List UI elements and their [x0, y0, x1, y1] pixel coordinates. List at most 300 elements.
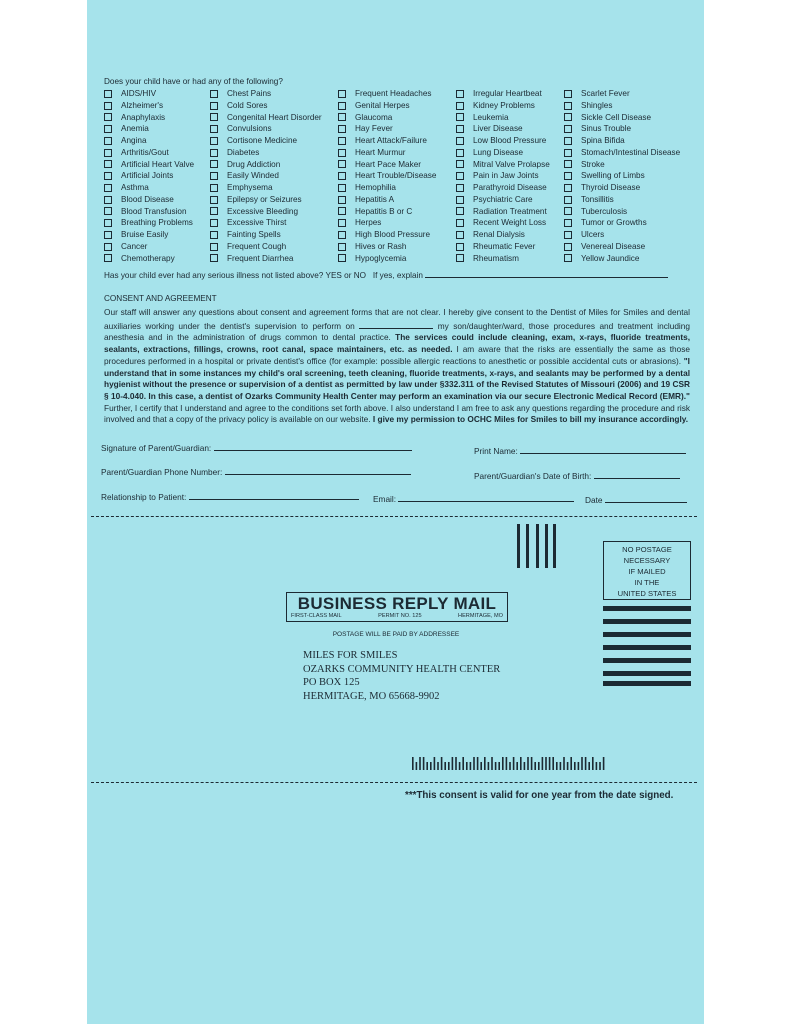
permit-number: PERMIT NO. 125	[378, 613, 422, 619]
condition-item[interactable]	[104, 182, 194, 194]
condition-item[interactable]	[564, 182, 680, 194]
condition-label: Angina	[121, 136, 147, 145]
barcode-bar	[513, 757, 515, 770]
condition-label: Scarlet Fever	[581, 89, 630, 98]
barcode-bar	[599, 762, 601, 770]
stamp-line: NO POSTAGE	[622, 545, 672, 554]
signature-row	[101, 441, 412, 453]
barcode-bar	[412, 757, 414, 770]
condition-label: Rheumatic Fever	[473, 241, 536, 251]
condition-checkbox[interactable]	[338, 254, 346, 262]
serious-illness-question	[104, 268, 668, 280]
condition-checkbox[interactable]	[564, 243, 572, 251]
condition-checkbox[interactable]	[456, 113, 464, 121]
consent-hygienist-statement: "I understand that in some instances my child's oral screening, teeth cleaning, fluoride treatments, x-rays, and sealants may be performed by a dental hygienist without the presence or supervision of a dentist as permitted by law under §332.311 of the Revised Statutes of Missouri (2006) and 19 CSR § 10-4.040. In this case, a dentist of Ozarks Community Health Center may perform an examination via our secure Electronic Medical Record (EMR)."	[104, 355, 690, 401]
condition-item[interactable]	[210, 147, 322, 159]
condition-item[interactable]	[456, 170, 550, 182]
condition-item[interactable]	[564, 123, 680, 135]
barcode-bar	[452, 757, 454, 770]
dob-row	[474, 469, 680, 481]
condition-checkbox[interactable]	[456, 254, 464, 262]
phone-field[interactable]	[225, 465, 411, 475]
condition-item[interactable]	[210, 88, 322, 100]
condition-label: Cortisone Medicine	[227, 136, 298, 145]
condition-label: Bruise Easily	[121, 230, 169, 239]
condition-label: High Blood Pressure	[355, 230, 431, 239]
condition-label: Ulcers	[581, 230, 605, 239]
relationship-row	[101, 490, 359, 502]
condition-checkbox[interactable]	[564, 137, 572, 145]
barcode-bar	[563, 757, 565, 770]
barcode-bar	[470, 762, 472, 770]
print-name-row	[474, 444, 686, 456]
barcode-bar	[534, 762, 536, 770]
condition-label: Swelling of Limbs	[581, 171, 645, 181]
condition-checkbox[interactable]	[456, 231, 464, 239]
condition-item[interactable]	[210, 159, 322, 171]
print-name-field[interactable]	[520, 444, 686, 454]
condition-item[interactable]	[456, 88, 550, 100]
condition-label: Pain in Jaw Joints	[473, 171, 539, 181]
condition-item[interactable]	[338, 229, 436, 241]
email-row	[373, 492, 574, 504]
condition-item[interactable]	[104, 217, 194, 229]
condition-checkbox[interactable]	[104, 125, 112, 133]
stamp-line: IF MAILED	[628, 567, 666, 576]
condition-item[interactable]	[210, 217, 322, 229]
consent-text-4: Further, I certify that I understand and agree to the conditions set forth above. I also understand I am free to ask any questions regarding the procedure and risk involved and that a copy of the privacy policy is available on our website.	[104, 402, 690, 425]
condition-checkbox[interactable]	[104, 160, 112, 168]
condition-label: Emphysema	[227, 183, 273, 192]
condition-item[interactable]	[104, 159, 194, 171]
postage-note: POSTAGE WILL BE PAID BY ADDRESSEE	[332, 631, 460, 638]
condition-label: Fainting Spells	[227, 230, 281, 239]
condition-item[interactable]	[456, 135, 550, 147]
explain-field[interactable]	[425, 268, 668, 278]
condition-checkbox[interactable]	[338, 196, 346, 204]
condition-checkbox[interactable]	[210, 231, 218, 239]
condition-checkbox[interactable]	[456, 219, 464, 227]
barcode-bar	[455, 757, 457, 770]
condition-checkbox[interactable]	[210, 207, 218, 215]
condition-checkbox[interactable]	[104, 90, 112, 98]
condition-item[interactable]	[456, 123, 550, 135]
condition-item[interactable]	[210, 100, 322, 112]
condition-checkbox[interactable]	[564, 160, 572, 168]
condition-item[interactable]	[104, 229, 194, 241]
condition-item[interactable]	[210, 206, 322, 218]
condition-label: Epilepsy or Seizures	[227, 194, 302, 204]
condition-item[interactable]	[456, 147, 550, 159]
condition-label: Frequent Cough	[227, 241, 287, 251]
barcode-bar	[581, 757, 583, 770]
condition-item[interactable]	[338, 253, 436, 265]
barcode-bar	[426, 762, 428, 770]
condition-item[interactable]	[456, 194, 550, 206]
condition-item[interactable]	[564, 159, 680, 171]
consent-text-2: my son/daughter/ward, those procedures and treatment including anesthesia and in the administration of drugs common to dental practice.	[104, 320, 690, 343]
condition-item[interactable]	[338, 159, 436, 171]
relationship-field[interactable]	[189, 490, 359, 500]
condition-item[interactable]	[104, 170, 194, 182]
condition-checkbox[interactable]	[456, 90, 464, 98]
condition-item[interactable]	[210, 182, 322, 194]
condition-label: Genital Herpes	[355, 100, 410, 110]
condition-label: Artificial Heart Valve	[121, 159, 195, 169]
condition-item[interactable]	[564, 241, 680, 253]
condition-item[interactable]	[456, 217, 550, 229]
barcode-bar	[531, 757, 533, 770]
condition-label: Mitral Valve Prolapse	[473, 159, 550, 169]
condition-label: Anaphylaxis	[121, 112, 166, 122]
postal-barcode	[412, 757, 612, 771]
condition-item[interactable]	[338, 135, 436, 147]
condition-item[interactable]	[210, 135, 322, 147]
condition-label: Parathyroid Disease	[473, 183, 547, 192]
condition-label: Arthritis/Gout	[121, 147, 169, 157]
condition-checkbox[interactable]	[338, 207, 346, 215]
condition-checkbox[interactable]	[210, 172, 218, 180]
condition-checkbox[interactable]	[104, 231, 112, 239]
condition-checkbox[interactable]	[338, 172, 346, 180]
condition-item[interactable]	[564, 194, 680, 206]
condition-checkbox[interactable]	[456, 137, 464, 145]
barcode-bar	[459, 762, 461, 770]
condition-label: Hemophilia	[355, 183, 396, 192]
condition-checkbox[interactable]	[338, 184, 346, 192]
condition-checkbox[interactable]	[456, 125, 464, 133]
condition-checkbox[interactable]	[456, 149, 464, 157]
email-label: Email:	[373, 494, 397, 504]
condition-label: Frequent Headaches	[355, 89, 432, 98]
barcode-bar	[466, 762, 468, 770]
condition-label: Frequent Diarrhea	[227, 253, 294, 263]
condition-checkbox[interactable]	[564, 184, 572, 192]
condition-item[interactable]	[456, 253, 550, 265]
address-line: HERMITAGE, MO 65668-9902	[303, 690, 440, 702]
condition-item[interactable]	[338, 170, 436, 182]
condition-label: Chest Pains	[227, 89, 272, 98]
condition-label: Kidney Problems	[473, 100, 535, 110]
condition-item[interactable]	[210, 241, 322, 253]
condition-checkbox[interactable]	[104, 254, 112, 262]
condition-item[interactable]	[338, 100, 436, 112]
condition-label: Yellow Jaundice	[581, 253, 640, 263]
barcode-bar	[585, 757, 587, 770]
barcode-bar	[491, 757, 493, 770]
condition-checkbox[interactable]	[338, 113, 346, 121]
condition-item[interactable]	[564, 229, 680, 241]
date-label: Date	[585, 495, 603, 505]
barcode-bar	[509, 762, 511, 770]
condition-item[interactable]	[210, 170, 322, 182]
consent-paragraph	[104, 307, 690, 426]
serious-illness-label: Has your child ever had any serious illness not listed above? YES or NO	[104, 271, 366, 280]
barcode-bar	[592, 757, 594, 770]
condition-label: Hives or Rash	[355, 241, 407, 251]
condition-checkbox[interactable]	[210, 219, 218, 227]
consent-text-3: I am aware that the risks are essentially the same as those procedures performed in a hospital or private dentist's office (for example: possible allergic reactions to anesthetic or possible accidental cuts or abrasions).	[104, 344, 690, 366]
condition-checkbox[interactable]	[338, 160, 346, 168]
dob-field[interactable]	[594, 469, 680, 479]
condition-checkbox[interactable]	[210, 184, 218, 192]
condition-item[interactable]	[564, 147, 680, 159]
email-field[interactable]	[398, 492, 574, 502]
condition-label: Easily Winded	[227, 171, 279, 181]
condition-item[interactable]	[338, 241, 436, 253]
condition-item[interactable]	[104, 194, 194, 206]
condition-checkbox[interactable]	[104, 172, 112, 180]
condition-label: Hypoglycemia	[355, 253, 407, 263]
condition-item[interactable]	[104, 135, 194, 147]
brm-subline	[287, 613, 507, 619]
condition-item[interactable]	[104, 253, 194, 265]
barcode-bar	[588, 762, 590, 770]
condition-checkbox[interactable]	[104, 243, 112, 251]
condition-checkbox[interactable]	[564, 125, 572, 133]
condition-item[interactable]	[338, 112, 436, 124]
condition-item[interactable]	[104, 112, 194, 124]
condition-checkbox[interactable]	[104, 149, 112, 157]
condition-item[interactable]	[104, 206, 194, 218]
condition-item[interactable]	[104, 147, 194, 159]
condition-label: Cold Sores	[227, 100, 268, 110]
condition-label: Herpes	[355, 218, 382, 228]
condition-item[interactable]	[338, 88, 436, 100]
condition-checkbox[interactable]	[564, 196, 572, 204]
condition-checkbox[interactable]	[456, 196, 464, 204]
condition-checkbox[interactable]	[338, 219, 346, 227]
conditions-column-2	[210, 88, 322, 264]
condition-item[interactable]	[338, 206, 436, 218]
condition-checkbox[interactable]	[564, 219, 572, 227]
condition-checkbox[interactable]	[104, 137, 112, 145]
barcode-bar	[444, 762, 446, 770]
condition-item[interactable]	[210, 229, 322, 241]
condition-label: Renal Dialysis	[473, 230, 525, 239]
date-row	[585, 493, 687, 505]
condition-item[interactable]	[210, 112, 322, 124]
child-name-field[interactable]	[359, 319, 433, 329]
date-field[interactable]	[605, 493, 687, 503]
barcode-bar	[498, 762, 500, 770]
condition-checkbox[interactable]	[210, 196, 218, 204]
condition-item[interactable]	[564, 217, 680, 229]
condition-checkbox[interactable]	[104, 102, 112, 110]
condition-checkbox[interactable]	[338, 102, 346, 110]
signature-field[interactable]	[214, 441, 412, 451]
condition-checkbox[interactable]	[564, 149, 572, 157]
barcode-bar	[552, 757, 554, 770]
condition-label: Cancer	[121, 241, 148, 251]
condition-checkbox[interactable]	[104, 184, 112, 192]
condition-label: Heart Attack/Failure	[355, 136, 427, 145]
condition-item[interactable]	[210, 123, 322, 135]
condition-label: Sickle Cell Disease	[581, 112, 652, 122]
barcode-bar	[506, 757, 508, 770]
condition-item[interactable]	[104, 88, 194, 100]
condition-label: Irregular Heartbeat	[473, 89, 542, 98]
condition-item[interactable]	[338, 217, 436, 229]
barcode-bar	[434, 757, 436, 770]
condition-item[interactable]	[210, 253, 322, 265]
condition-label: Liver Disease	[473, 124, 523, 134]
condition-item[interactable]	[210, 194, 322, 206]
barcode-bar	[603, 757, 605, 770]
condition-checkbox[interactable]	[210, 102, 218, 110]
condition-label: Tumor or Growths	[581, 218, 647, 228]
barcode-bar	[578, 762, 580, 770]
condition-checkbox[interactable]	[338, 137, 346, 145]
condition-item[interactable]	[564, 112, 680, 124]
condition-label: Alzheimer's	[121, 100, 164, 110]
condition-label: Spina Bifida	[581, 136, 625, 145]
condition-checkbox[interactable]	[564, 90, 572, 98]
if-yes-label: If yes, explain	[372, 271, 423, 280]
condition-label: Asthma	[121, 183, 149, 192]
condition-item[interactable]	[564, 206, 680, 218]
condition-label: Excessive Bleeding	[227, 206, 298, 216]
condition-item[interactable]	[104, 100, 194, 112]
condition-item[interactable]	[564, 170, 680, 182]
barcode-bar	[423, 757, 425, 770]
condition-item[interactable]	[564, 88, 680, 100]
condition-label: Heart Pace Maker	[355, 159, 421, 169]
condition-item[interactable]	[338, 182, 436, 194]
barcode-bar	[473, 757, 475, 770]
condition-label: Lung Disease	[473, 147, 524, 157]
condition-label: Breathing Problems	[121, 218, 193, 228]
condition-checkbox[interactable]	[210, 137, 218, 145]
condition-checkbox[interactable]	[456, 184, 464, 192]
print-name-label: Print Name:	[474, 446, 518, 456]
condition-checkbox[interactable]	[564, 172, 572, 180]
perforation-line-top	[91, 516, 697, 517]
business-reply-mail-box	[286, 592, 508, 622]
barcode-bar	[477, 757, 479, 770]
conditions-column-4	[456, 88, 550, 264]
condition-label: Drug Addiction	[227, 159, 281, 169]
condition-label: Psychiatric Care	[473, 194, 533, 204]
condition-checkbox[interactable]	[210, 254, 218, 262]
barcode-bar	[502, 757, 504, 770]
condition-item[interactable]	[338, 123, 436, 135]
barcode-bar	[480, 762, 482, 770]
condition-label: AIDS/HIV	[121, 89, 157, 98]
condition-label: Heart Trouble/Disease	[355, 171, 437, 181]
condition-checkbox[interactable]	[104, 207, 112, 215]
condition-checkbox[interactable]	[456, 160, 464, 168]
condition-checkbox[interactable]	[210, 125, 218, 133]
condition-checkbox[interactable]	[338, 90, 346, 98]
condition-checkbox[interactable]	[564, 231, 572, 239]
condition-label: Convulsions	[227, 124, 272, 134]
condition-checkbox[interactable]	[456, 243, 464, 251]
condition-item[interactable]	[456, 182, 550, 194]
condition-label: Leukemia	[473, 112, 509, 122]
condition-checkbox[interactable]	[210, 113, 218, 121]
barcode-bar	[538, 762, 540, 770]
barcode-bar	[570, 757, 572, 770]
barcode-bar	[560, 762, 562, 770]
condition-label: Venereal Disease	[581, 241, 646, 251]
condition-label: Shingles	[581, 100, 613, 110]
condition-checkbox[interactable]	[564, 254, 572, 262]
condition-checkbox[interactable]	[104, 113, 112, 121]
condition-checkbox[interactable]	[564, 113, 572, 121]
condition-checkbox[interactable]	[104, 196, 112, 204]
condition-item[interactable]	[564, 135, 680, 147]
barcode-bar	[574, 762, 576, 770]
stamp-line: UNITED STATES	[617, 589, 677, 598]
condition-label: Chemotherapy	[121, 253, 175, 263]
barcode-bar	[556, 762, 558, 770]
condition-checkbox[interactable]	[338, 149, 346, 157]
condition-checkbox[interactable]	[210, 160, 218, 168]
condition-checkbox[interactable]	[210, 90, 218, 98]
condition-checkbox[interactable]	[210, 243, 218, 251]
condition-item[interactable]	[564, 100, 680, 112]
stamp-line: NECESSARY	[623, 556, 671, 565]
condition-checkbox[interactable]	[456, 207, 464, 215]
barcode-bar	[545, 757, 547, 770]
condition-checkbox[interactable]	[456, 172, 464, 180]
condition-checkbox[interactable]	[104, 219, 112, 227]
condition-item[interactable]	[564, 253, 680, 265]
condition-item[interactable]	[456, 241, 550, 253]
consent-services: The services could include cleaning, exam, x-rays, fluoride treatments, sealants, extractions, fillings, crowns, root canal, space maintainers, etc. as needed.	[104, 332, 691, 355]
condition-checkbox[interactable]	[564, 207, 572, 215]
condition-item[interactable]	[338, 147, 436, 159]
consent-insurance: I give my permission to OCHC Miles for Smiles to bill my insurance accordingly.	[372, 414, 689, 425]
condition-item[interactable]	[456, 159, 550, 171]
barcode-bar	[448, 762, 450, 770]
phone-label: Parent/Guardian Phone Number:	[101, 467, 223, 477]
condition-checkbox[interactable]	[210, 149, 218, 157]
barcode-bar	[462, 757, 464, 770]
condition-item[interactable]	[104, 123, 194, 135]
condition-checkbox[interactable]	[456, 102, 464, 110]
condition-label: Stomach/Intestinal Disease	[581, 147, 681, 157]
condition-checkbox[interactable]	[564, 102, 572, 110]
condition-item[interactable]	[338, 194, 436, 206]
condition-label: Excessive Thirst	[227, 218, 287, 228]
condition-label: Rheumatism	[473, 253, 519, 263]
barcode-bar	[430, 762, 432, 770]
condition-label: Anemia	[121, 124, 149, 134]
condition-label: Blood Transfusion	[121, 206, 187, 216]
barcode-bar	[527, 757, 529, 770]
condition-item[interactable]	[456, 206, 550, 218]
condition-checkbox[interactable]	[338, 125, 346, 133]
mailing-address	[303, 649, 500, 703]
condition-item[interactable]	[456, 100, 550, 112]
barcode-bar	[441, 757, 443, 770]
condition-item[interactable]	[104, 241, 194, 253]
conditions-column-1	[104, 88, 194, 264]
stamp-line: IN THE	[634, 578, 660, 587]
barcode-bar	[520, 757, 522, 770]
condition-checkbox[interactable]	[338, 243, 346, 251]
condition-label: Artificial Joints	[121, 171, 174, 181]
condition-label: Congenital Heart Disorder	[227, 112, 322, 122]
barcode-bar	[524, 762, 526, 770]
brm-title: BUSINESS REPLY MAIL	[297, 594, 497, 613]
condition-item[interactable]	[456, 112, 550, 124]
condition-checkbox[interactable]	[338, 231, 346, 239]
condition-item[interactable]	[456, 229, 550, 241]
conditions-column-5	[564, 88, 680, 264]
